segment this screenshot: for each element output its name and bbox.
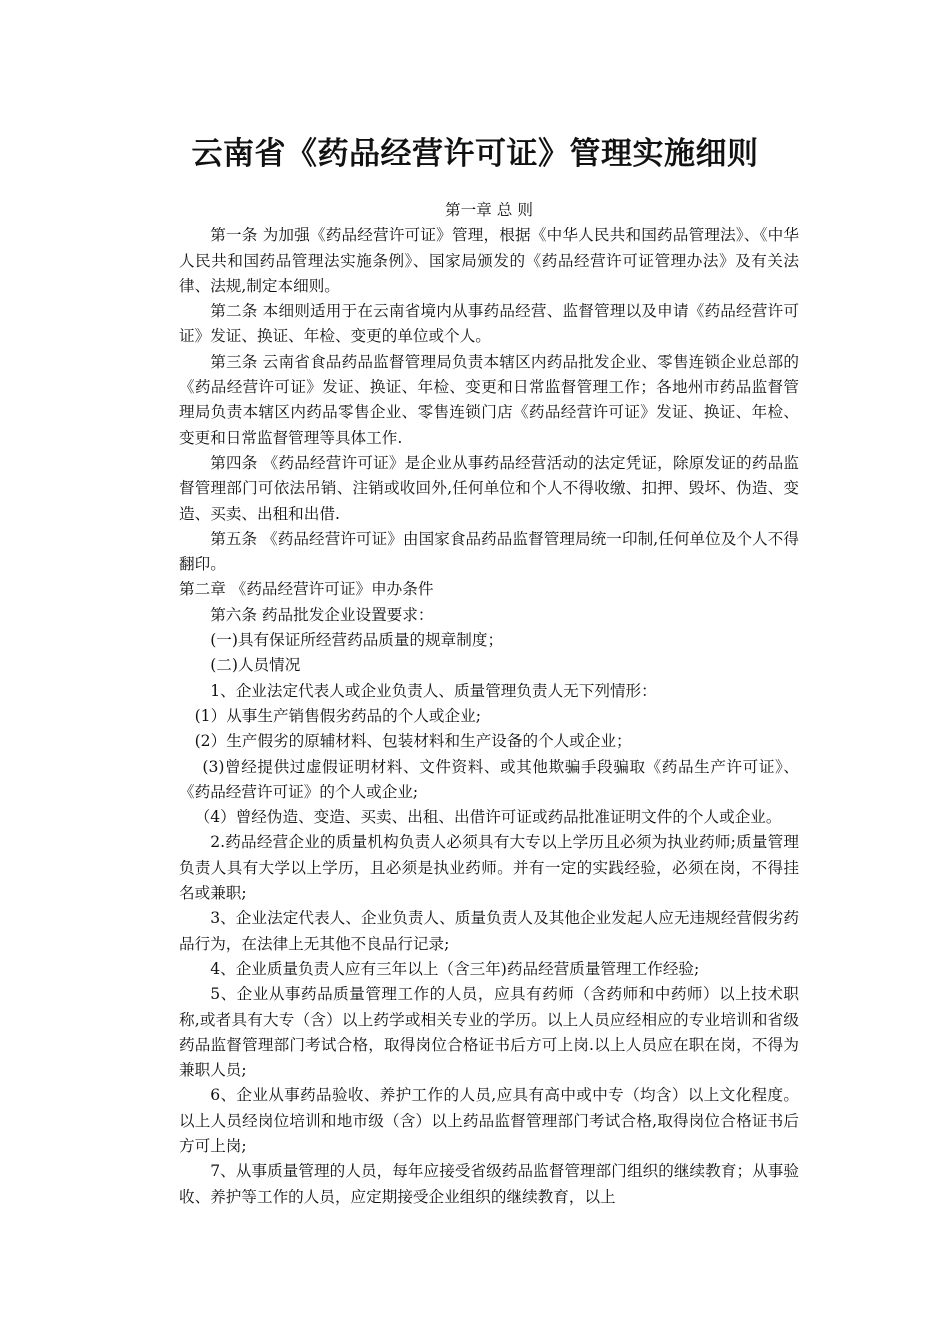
article-paragraph: (二)人员情况: [210, 656, 301, 675]
article-paragraph: 第五条 《药品经营许可证》由国家食品药品监督管理局统一印制,任何单位及个人不得翻印。: [179, 529, 799, 574]
article-paragraph: (一)具有保证所经营药品质量的规章制度；: [210, 631, 504, 650]
article-paragraph: 第一条 为加强《药品经营许可证》管理，根据《中华人民共和国药品管理法》、《中华人民共和国药品管理法实施条例》、国家局颁发的《药品经营许可证管理办法》及有关法律、法规,制定本细则。: [179, 226, 799, 295]
article-paragraph: （4）曾经伪造、变造、买卖、出租、出借许可证或药品批准证明文件的个人或企业。: [194, 808, 782, 827]
article-paragraph: 4、企业质量负责人应有三年以上（含三年)药品经营质量管理工作经验;: [210, 959, 700, 978]
document-body: [179, 198, 799, 1210]
article-paragraph: 第三条 云南省食品药品监督管理局负责本辖区内药品批发企业、零售连锁企业总部的《药品经营许可证》发证、换证、年检、变更和日常监督管理工作；各地州市药品监督管理局负责本辖区内药品零售企业、零售连锁门店《药品经营许可证》发证、换证、年检、变更和日常监督管理等具体工作.: [179, 352, 799, 447]
article-paragraph: 5、企业从事药品质量管理工作的人员，应具有药师（含药师和中药师）以上技术职称,或者具有大专（含）以上药学或相关专业的学历。以上人员应经相应的专业培训和省级药品监督管理部门考试合格，取得岗位合格证书后方可上岗.以上人员应在职在岗，不得为兼职人员;: [179, 985, 799, 1080]
article-paragraph: 6、企业从事药品验收、养护工作的人员,应具有高中或中专（均含）以上文化程度。以上人员经岗位培训和地市级（含）以上药品监督管理部门考试合格,取得岗位合格证书后方可上岗;: [179, 1086, 799, 1155]
article-paragraph: 第二条 本细则适用于在云南省境内从事药品经营、监督管理以及申请《药品经营许可证》发证、换证、年检、变更的单位或个人。: [179, 302, 799, 346]
article-paragraph: 7、从事质量管理的人员，每年应接受省级药品监督管理部门组织的继续教育；从事验收、养护等工作的人员，应定期接受企业组织的继续教育，以上: [179, 1162, 799, 1206]
article-paragraph: 1、企业法定代表人或企业负责人、质量管理负责人无下列情形：: [210, 681, 657, 700]
article-paragraph: 3、企业法定代表人、企业负责人、质量负责人及其他企业发起人应无违规经营假劣药品行为，在法律上无其他不良品行记录;: [179, 909, 799, 953]
chapter-heading: 第二章 《药品经营许可证》申办条件: [179, 580, 434, 599]
article-paragraph: 2.药品经营企业的质量机构负责人必须具有大专以上学历且必须为执业药师;质量管理负责人具有大学以上学历，且必须是执业药师。并有一定的实践经验，必须在岗，不得挂名或兼职;: [179, 833, 799, 903]
article-paragraph: (3)曾经提供过虚假证明材料、文件资料、或其他欺骗手段骗取《药品生产许可证》、《药品经营许可证》的个人或企业;: [179, 757, 799, 801]
article-paragraph: (2）生产假劣的原辅材料、包装材料和生产设备的个人或企业；: [194, 732, 632, 751]
chapter-heading: 第一章 总 则: [445, 201, 533, 219]
article-paragraph: 第四条 《药品经营许可证》是企业从事药品经营活动的法定凭证，除原发证的药品监督管理部门可依法吊销、注销或收回外,任何单位和个人不得收缴、扣押、毁坏、伪造、变造、买卖、出租和出借.: [179, 453, 799, 523]
article-paragraph: 第六条 药品批发企业设置要求：: [210, 605, 434, 624]
article-paragraph: (1）从事生产销售假劣药品的个人或企业;: [194, 706, 481, 725]
document-title: 云南省《药品经营许可证》管理实施细则: [191, 136, 759, 172]
